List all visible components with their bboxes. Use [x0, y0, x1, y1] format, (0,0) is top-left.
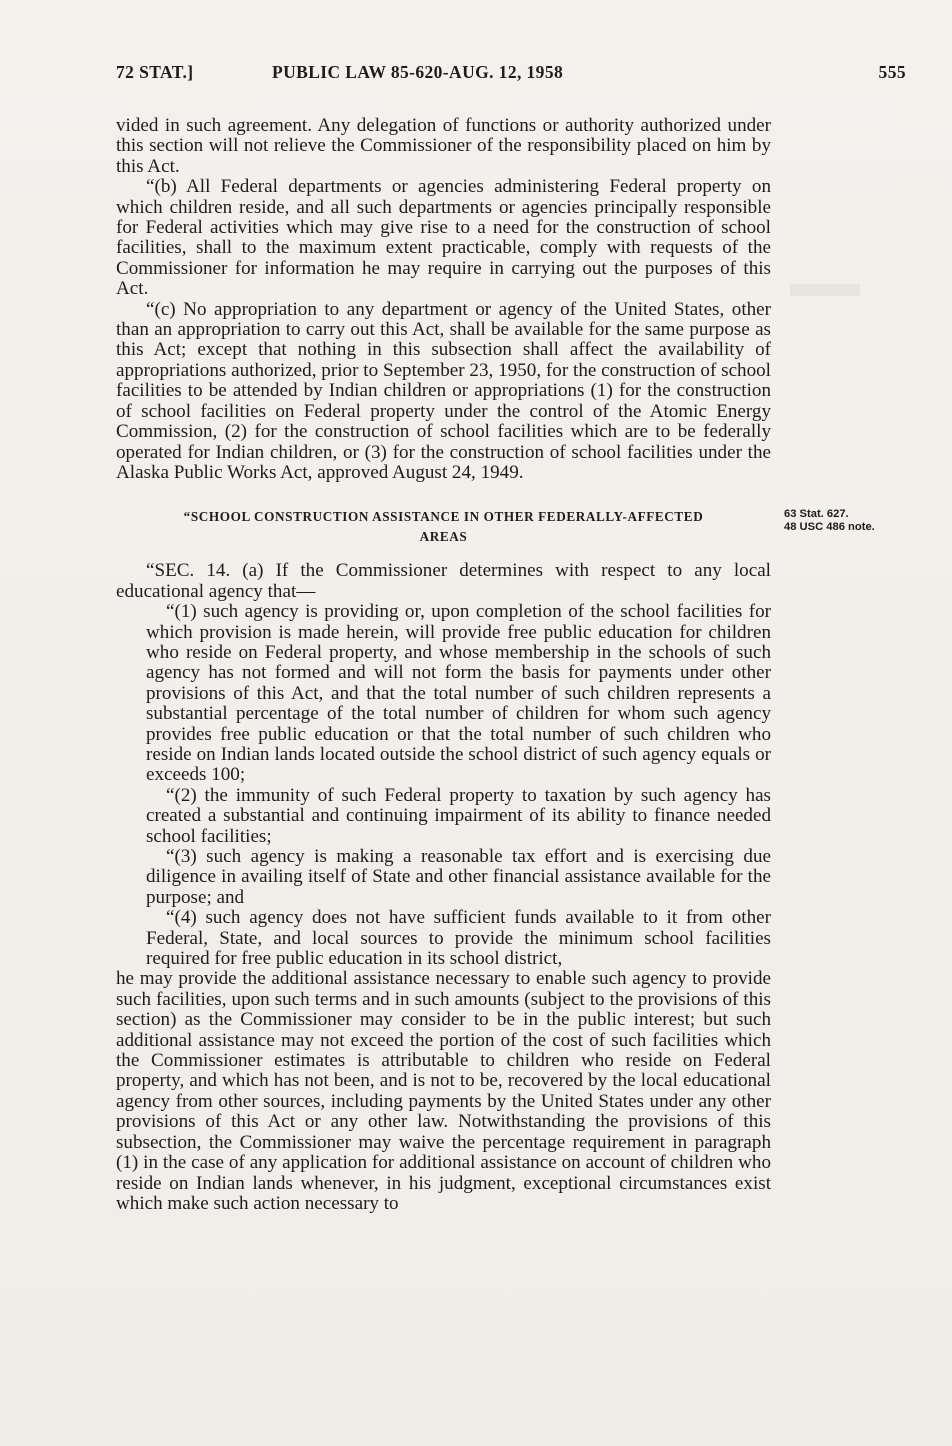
- page-header: [116, 62, 906, 86]
- clause-4: “(4) such agency does not have sufficient funds available to it from other Federal, State, and local sources to provide the minimum school facilities required for free public education in its school district,: [146, 907, 771, 970]
- clause-1: “(1) such agency is providing or, upon completion of the school facilities for which provision is made herein, will provide free public education for children who reside on Federal property, and whose membership in the schools of such agency has not formed and will not form the basis for payments under other provisions of this Act, and that the total number of such children represents a substantial percentage of the total number of children for whom such agency provides free public education or that the total number of such children who reside on Indian lands located outside the school district of such agency equals or exceeds 100;: [146, 601, 771, 786]
- page-title: PUBLIC LAW 85-620-AUG. 12, 1958: [272, 62, 564, 82]
- section-14-intro: “SEC. 14. (a) If the Commissioner determines with respect to any local educational agency that—: [116, 560, 771, 602]
- margin-citation: [784, 508, 944, 533]
- section-heading-line1: “SCHOOL CONSTRUCTION ASSISTANCE IN OTHER FEDERALLY-AFFECTED: [183, 509, 704, 525]
- page-number: 555: [878, 62, 906, 82]
- faded-margin-mark: [790, 284, 860, 296]
- paragraph-c: “(c) No appropriation to any department or agency of the United States, other than an appropriation to carry out this Act, shall be available for the same purpose as this Act; except that nothing in this subsection shall affect the availability of appropriations authorized, prior to September 23, 1950, for the construction of school facilities to be attended by Indian children or appropriations (1) for the construction of school facilities on Federal property under the control of the Atomic Energy Commission, (2) for the construction of school facilities which are to be federally operated for Indian children, or (3) for the construction of school facilities under the Alaska Public Works Act, approved August 24, 1949.: [116, 298, 771, 483]
- clause-2: “(2) the immunity of such Federal property to taxation by such agency has created a substantial and continuing impairment of its ability to finance needed school facilities;: [146, 784, 771, 847]
- margin-citation-line1: 63 Stat. 627.: [784, 508, 849, 520]
- paragraph-b: “(b) All Federal departments or agencies administering Federal property on which children reside, and all such departments or agencies principally responsible for Federal activities which may give rise to a need for the construction of school facilities, shall to the maximum extent practicable, comply with requests of the Commissioner for information he may require in carrying out the purposes of this Act.: [116, 176, 771, 300]
- section-heading: [116, 507, 771, 547]
- document-body: [116, 116, 771, 1214]
- closing-paragraph: he may provide the additional assistance necessary to enable such agency to provide such facilities, upon such terms and in such amounts (subject to the provisions of this section) as the Commissioner may consider to be in the public interest; but such additional assistance may not exceed the portion of the cost of such facilities which the Commissioner estimates is attributable to children who reside on Federal property, and which has not been, and is not to be, recovered by the local educational agency from other sources, including payments by the United States under any other provisions of this Act or any other law. Notwithstanding the provisions of this subsection, the Commissioner may waive the percentage requirement in paragraph (1) in the case of any application for additional assistance on account of children who reside on Indian lands whenever, in his judgment, exceptional circumstances exist which make such action necessary to: [116, 968, 771, 1214]
- margin-citation-line2: 48 USC 486 note.: [784, 520, 875, 533]
- paragraph-continuation: vided in such agreement. Any delegation of functions or authority authorized under this section will not relieve the Commissioner of the responsibility placed on him by this Act.: [116, 115, 771, 177]
- clause-3: “(3) such agency is making a reasonable tax effort and is exercising due diligence in availing itself of State and other financial assistance available for the purpose; and: [146, 846, 771, 908]
- section-heading-line2: AREAS: [419, 529, 468, 545]
- volume-reference: 72 STAT.]: [116, 62, 194, 82]
